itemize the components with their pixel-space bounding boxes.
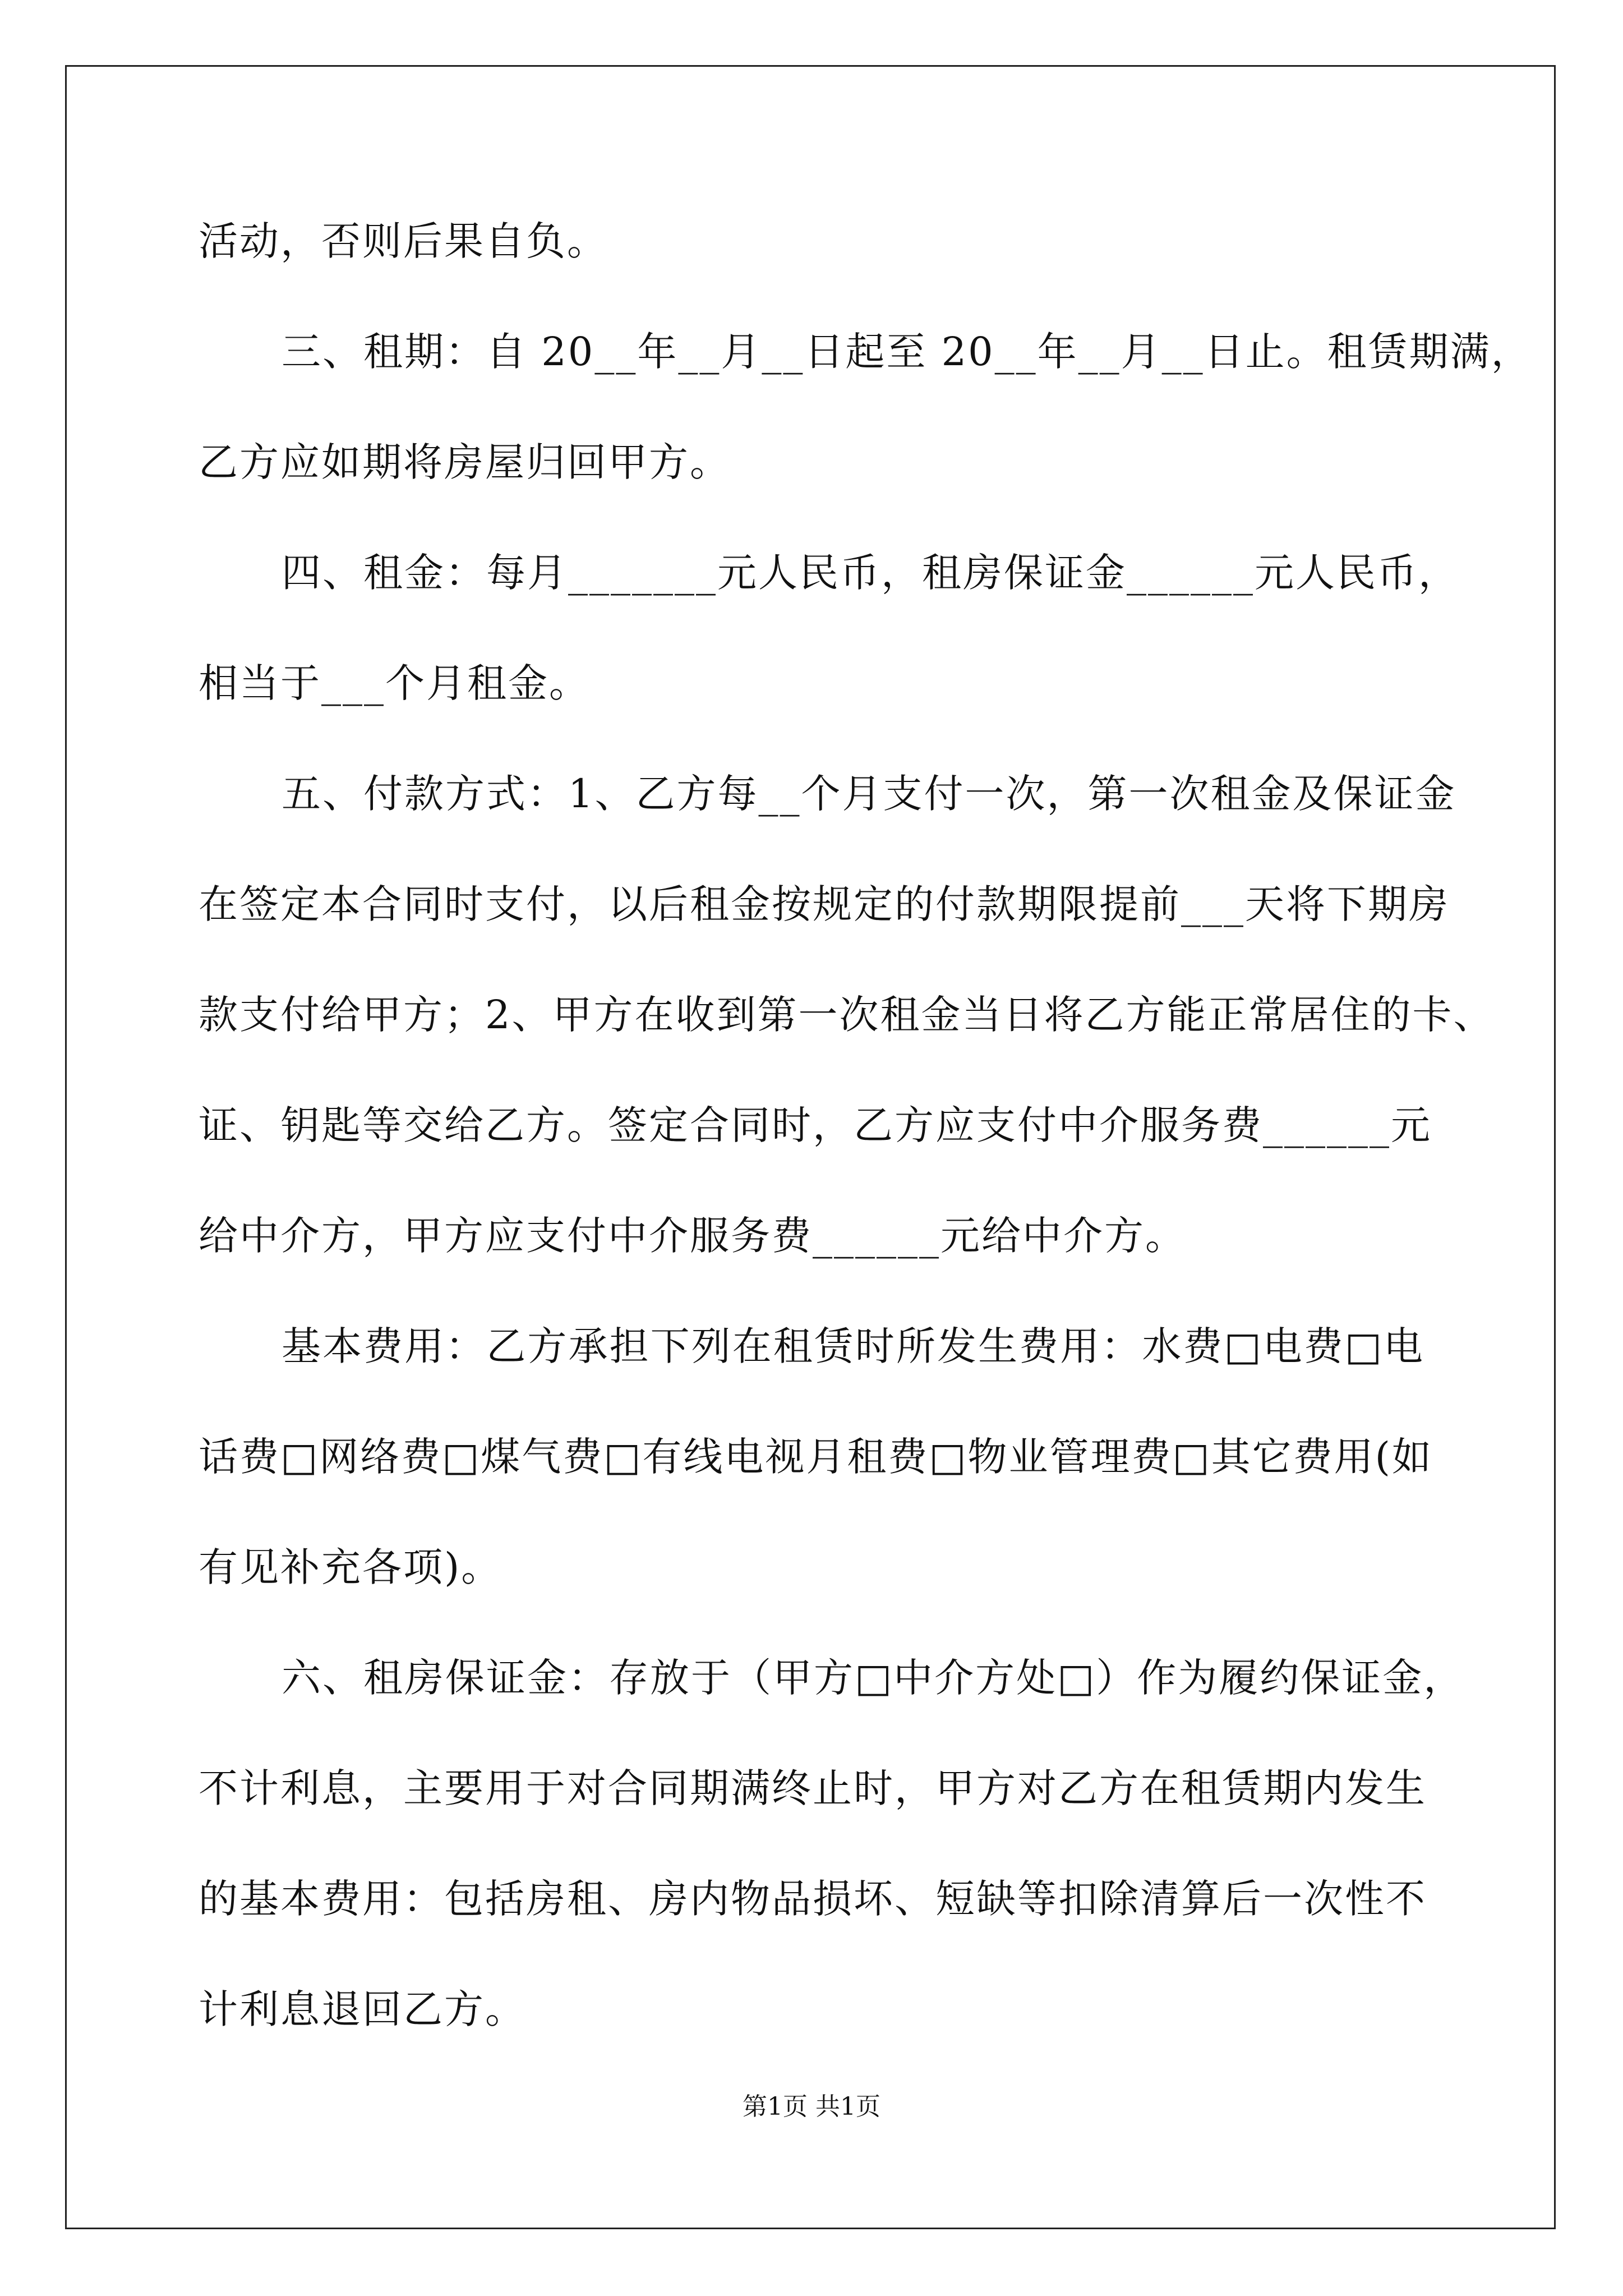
text-line: 款支付给甲方；2、甲方在收到第一次租金当日将乙方能正常居住的卡、 [199,992,1495,1038]
text-line: 计利息退回乙方。 [199,1986,526,2032]
text-line: 相当于___个月租金。 [199,660,590,706]
text-line: 基本费用：乙方承担下列在租赁时所发生费用：水费□电费□电 [282,1323,1424,1369]
text-line: 证、钥匙等交给乙方。签定合同时，乙方应支付中介服务费______元 [199,1102,1432,1148]
text-line: 五、付款方式：1、乙方每__个月支付一次，第一次租金及保证金 [282,771,1456,817]
text-line: 活动，否则后果自负。 [199,218,608,264]
text-line: 三、租期：自 20__年__月__日起至 20__年__月__日止。租赁期满， [282,329,1532,375]
text-line: 乙方应如期将房屋归回甲方。 [199,439,731,485]
text-line: 不计利息，主要用于对合同期满终止时，甲方对乙方在租赁期内发生 [199,1765,1427,1811]
text-line: 话费□网络费□煤气费□有线电视月租费□物业管理费□其它费用(如 [199,1434,1433,1480]
text-line: 在签定本合同时支付，以后租金按规定的付款期限提前___天将下期房 [199,881,1450,927]
text-line: 四、租金：每月_______元人民币，租房保证金______元人民币， [282,550,1459,596]
text-line: 有见补充各项)。 [199,1544,502,1590]
text-line: 六、租房保证金：存放于（甲方□中介方处□）作为履约保证金， [282,1655,1465,1701]
text-line: 给中介方，甲方应支付中介服务费______元给中介方。 [199,1213,1186,1259]
page-footer: 第1页 共1页 [743,2092,880,2121]
text-line: 的基本费用：包括房租、房内物品损坏、短缺等扣除清算后一次性不 [199,1876,1427,1922]
